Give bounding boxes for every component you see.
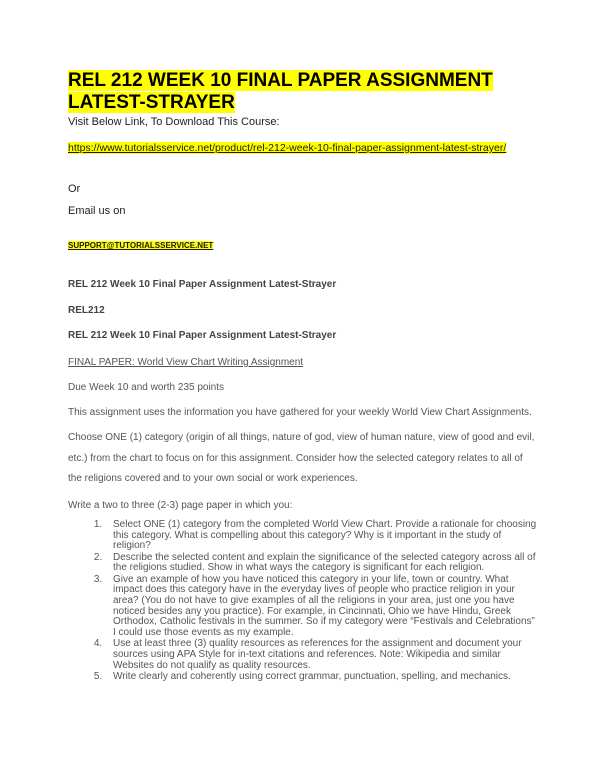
- choose-paragraph: Choose ONE (1) category (origin of all things, nature of god, view of human nature, view of good and evil, etc.) from the chart to focus on for this assignment. Consider how the selected category relates to all of the religions covered and to your own social or work experiences.: [68, 432, 535, 484]
- document-title: [68, 70, 508, 114]
- heading-course-title: REL 212 Week 10 Final Paper Assignment Latest-Strayer: [68, 279, 337, 290]
- email-link-wrapper: [68, 235, 213, 253]
- list-item: 3. Give an example of how you have noticed this category in your life, town or country. What impact does this category have in the everyday lives of people who practice religion in your area? (You do not have to give examples of all the religions in your area, just one you have noticed besides any you practice). For example, in Cincinnati, Ohio we have Hindu, Greek Orthodox, Catholic festivals in the summer. So if my category were “Festivals and Celebrations” I could use those events as my example.: [105, 575, 538, 639]
- or-text: Or: [68, 183, 81, 195]
- document-title-text: REL 212 WEEK 10 FINAL PAPER ASSIGNMENT LATEST-STRAYER: [68, 70, 493, 113]
- email-label: Email us on: [68, 205, 126, 217]
- email-link[interactable]: SUPPORT@TUTORIALSSERVICE.NET: [68, 241, 214, 250]
- due-text: Due Week 10 and worth 235 points: [68, 382, 225, 393]
- list-item: 2. Describe the selected content and explain the significance of the selected category across all of the religions studied. Show in what ways the category is significant for each religion.: [105, 553, 538, 574]
- heading-course-code: REL212: [68, 305, 105, 316]
- course-link-wrapper: [68, 138, 506, 156]
- visit-text: Visit Below Link, To Download This Course:: [68, 116, 280, 128]
- list-item: 1. Select ONE (1) category from the completed World View Chart. Provide a rationale for choosing this category. What is compelling about this category? Why is it important in the study of religion?: [105, 520, 538, 552]
- heading-course-title-repeat: REL 212 Week 10 Final Paper Assignment Latest-Strayer: [68, 330, 337, 341]
- assignment-title: FINAL PAPER: World View Chart Writing Assignment: [68, 357, 304, 368]
- write-instruction: Write a two to three (2-3) page paper in which you:: [68, 500, 293, 511]
- course-link[interactable]: https://www.tutorialsservice.net/product/rel-212-week-10-final-paper-assignment-latest-strayer/: [68, 142, 507, 154]
- task-list: [68, 520, 538, 683]
- intro-paragraph: This assignment uses the information you have gathered for your weekly World View Chart Assignments.: [68, 407, 532, 418]
- list-item: 5. Write clearly and coherently using correct grammar, punctuation, spelling, and mechanics.: [105, 672, 538, 683]
- list-item: 4. Use at least three (3) quality resources as references for the assignment and document your sources using APA Style for in-text citations and references. Note: Wikipedia and similar Websites do not qualify as quality resources.: [105, 639, 538, 671]
